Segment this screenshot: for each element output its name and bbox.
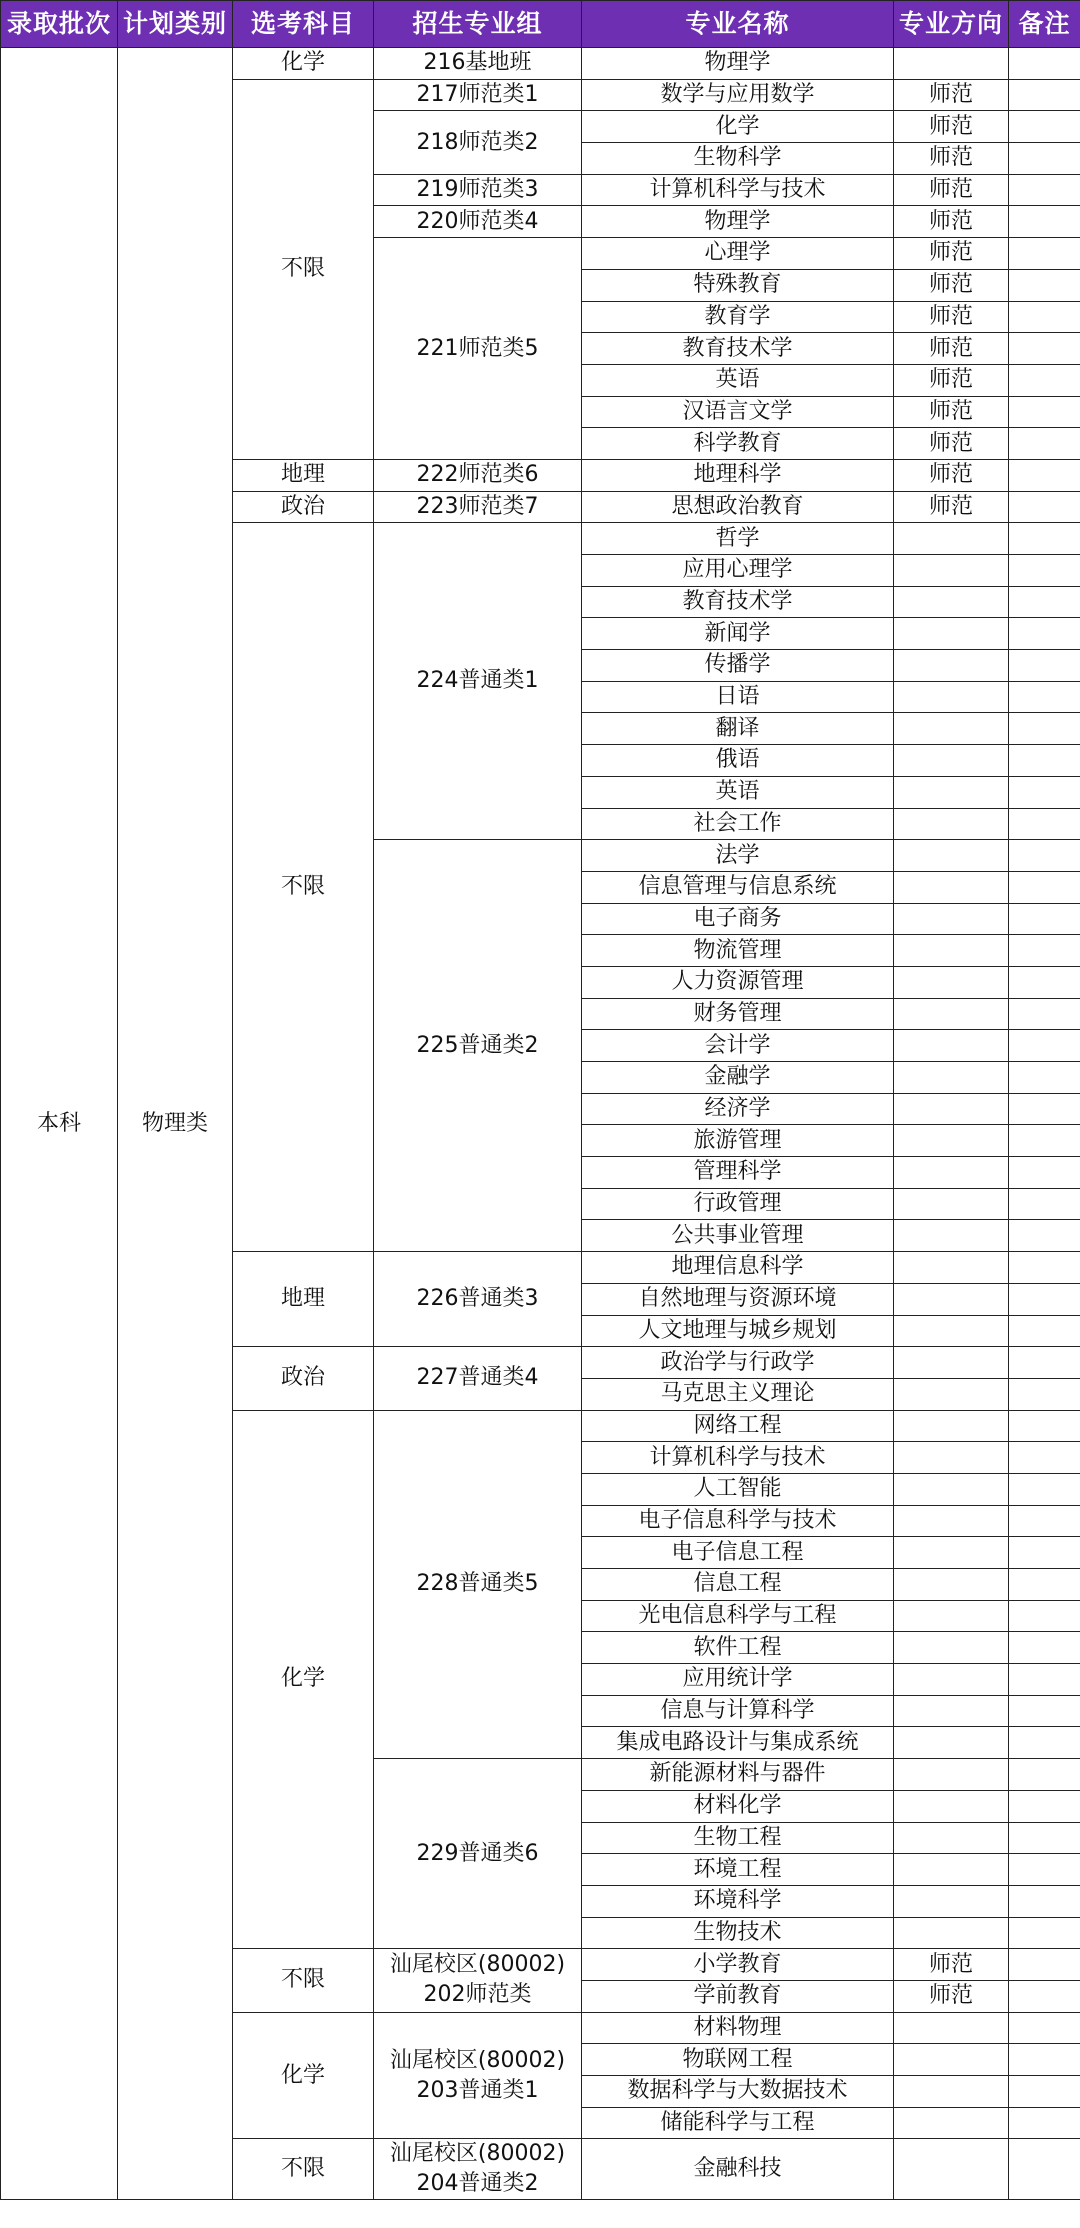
major-direction-cell (894, 1410, 1009, 1442)
elective-subject-cell: 不限 (233, 523, 374, 1252)
major-name-cell: 信息与计算科学 (582, 1695, 894, 1727)
major-name-cell: 物流管理 (582, 935, 894, 967)
major-name-cell: 人力资源管理 (582, 966, 894, 998)
major-name-cell: 计算机科学与技术 (582, 174, 894, 206)
remarks-cell (1009, 1600, 1080, 1632)
major-group-cell: 226普通类3 (374, 1252, 582, 1347)
major-direction-cell (894, 523, 1009, 555)
remarks-cell (1009, 1980, 1080, 2012)
remarks-cell (1009, 935, 1080, 967)
remarks-cell (1009, 1062, 1080, 1094)
major-direction-cell: 师范 (894, 301, 1009, 333)
major-group-cell: 汕尾校区(80002) 203普通类1 (374, 2012, 582, 2139)
remarks-cell (1009, 1378, 1080, 1410)
major-direction-cell: 师范 (894, 459, 1009, 491)
major-direction-cell (894, 650, 1009, 682)
major-name-cell: 传播学 (582, 650, 894, 682)
remarks-cell (1009, 1125, 1080, 1157)
major-group-cell: 222师范类6 (374, 459, 582, 491)
major-direction-cell: 师范 (894, 1980, 1009, 2012)
major-group-cell: 227普通类4 (374, 1347, 582, 1410)
major-group-cell: 汕尾校区(80002) 204普通类2 (374, 2139, 582, 2200)
remarks-cell (1009, 998, 1080, 1030)
major-group-cell: 220师范类4 (374, 206, 582, 238)
major-name-cell: 数据科学与大数据技术 (582, 2076, 894, 2108)
major-group-cell: 汕尾校区(80002) 202师范类 (374, 1949, 582, 2012)
remarks-cell (1009, 681, 1080, 713)
major-name-cell: 小学教育 (582, 1949, 894, 1981)
header-plan-category: 计划类别 (118, 1, 233, 48)
major-direction-cell (894, 1505, 1009, 1537)
remarks-cell (1009, 269, 1080, 301)
major-name-cell: 日语 (582, 681, 894, 713)
header-batch: 录取批次 (1, 1, 118, 48)
remarks-cell (1009, 1188, 1080, 1220)
major-group-cell: 223师范类7 (374, 491, 582, 523)
major-direction-cell: 师范 (894, 238, 1009, 270)
major-direction-cell (894, 1759, 1009, 1791)
major-name-cell: 应用统计学 (582, 1664, 894, 1696)
major-name-cell: 教育技术学 (582, 586, 894, 618)
major-group-cell: 225普通类2 (374, 840, 582, 1252)
remarks-cell (1009, 2012, 1080, 2044)
major-name-cell: 翻译 (582, 713, 894, 745)
major-direction-cell (894, 1125, 1009, 1157)
remarks-cell (1009, 1695, 1080, 1727)
remarks-cell (1009, 1505, 1080, 1537)
major-direction-cell (894, 1664, 1009, 1696)
remarks-cell (1009, 364, 1080, 396)
header-major-name: 专业名称 (582, 1, 894, 48)
major-direction-cell (894, 1790, 1009, 1822)
elective-subject-cell: 化学 (233, 48, 374, 80)
remarks-cell (1009, 143, 1080, 175)
major-direction-cell (894, 1220, 1009, 1252)
major-direction-cell (894, 871, 1009, 903)
major-direction-cell (894, 1062, 1009, 1094)
major-direction-cell (894, 1315, 1009, 1347)
elective-subject-cell: 政治 (233, 491, 374, 523)
remarks-cell (1009, 1727, 1080, 1759)
remarks-cell (1009, 459, 1080, 491)
major-direction-cell (894, 1727, 1009, 1759)
major-name-cell: 信息管理与信息系统 (582, 871, 894, 903)
remarks-cell (1009, 1569, 1080, 1601)
header-major-direction: 专业方向 (894, 1, 1009, 48)
major-name-cell: 应用心理学 (582, 555, 894, 587)
major-name-cell: 信息工程 (582, 1569, 894, 1601)
major-group-cell: 224普通类1 (374, 523, 582, 840)
major-name-cell: 旅游管理 (582, 1125, 894, 1157)
remarks-cell (1009, 491, 1080, 523)
header-row (1, 1, 1080, 48)
major-name-cell: 汉语言文学 (582, 396, 894, 428)
major-direction-cell: 师范 (894, 174, 1009, 206)
major-name-cell: 化学 (582, 111, 894, 143)
major-direction-cell: 师范 (894, 364, 1009, 396)
remarks-cell (1009, 1030, 1080, 1062)
major-name-cell: 电子信息科学与技术 (582, 1505, 894, 1537)
major-direction-cell: 师范 (894, 79, 1009, 111)
major-name-cell: 生物技术 (582, 1917, 894, 1949)
major-name-cell: 自然地理与资源环境 (582, 1283, 894, 1315)
remarks-cell (1009, 206, 1080, 238)
remarks-cell (1009, 1252, 1080, 1284)
major-name-cell: 地理科学 (582, 459, 894, 491)
elective-subject-cell: 地理 (233, 459, 374, 491)
major-direction-cell (894, 1157, 1009, 1189)
major-direction-cell (894, 1442, 1009, 1474)
major-name-cell: 金融学 (582, 1062, 894, 1094)
major-direction-cell (894, 1283, 1009, 1315)
major-name-cell: 科学教育 (582, 428, 894, 460)
major-direction-cell (894, 935, 1009, 967)
remarks-cell (1009, 586, 1080, 618)
major-name-cell: 管理科学 (582, 1157, 894, 1189)
major-group-cell: 216基地班 (374, 48, 582, 80)
major-name-cell: 思想政治教育 (582, 491, 894, 523)
major-name-cell: 行政管理 (582, 1188, 894, 1220)
major-direction-cell (894, 1854, 1009, 1886)
major-name-cell: 会计学 (582, 1030, 894, 1062)
major-direction-cell (894, 2139, 1009, 2200)
major-group-cell: 219师范类3 (374, 174, 582, 206)
major-name-cell: 政治学与行政学 (582, 1347, 894, 1379)
header-remarks: 备注 (1009, 1, 1080, 48)
major-direction-cell: 师范 (894, 206, 1009, 238)
remarks-cell (1009, 1157, 1080, 1189)
major-direction-cell (894, 586, 1009, 618)
major-direction-cell (894, 745, 1009, 777)
major-name-cell: 教育技术学 (582, 333, 894, 365)
major-direction-cell (894, 1188, 1009, 1220)
elective-subject-cell: 地理 (233, 1252, 374, 1347)
major-name-cell: 环境科学 (582, 1885, 894, 1917)
remarks-cell (1009, 48, 1080, 80)
remarks-cell (1009, 618, 1080, 650)
major-name-cell: 计算机科学与技术 (582, 1442, 894, 1474)
major-name-cell: 社会工作 (582, 808, 894, 840)
major-name-cell: 特殊教育 (582, 269, 894, 301)
major-name-cell: 英语 (582, 364, 894, 396)
major-name-cell: 学前教育 (582, 1980, 894, 2012)
remarks-cell (1009, 1664, 1080, 1696)
remarks-cell (1009, 871, 1080, 903)
remarks-cell (1009, 238, 1080, 270)
major-direction-cell (894, 808, 1009, 840)
major-direction-cell: 师范 (894, 269, 1009, 301)
major-direction-cell (894, 618, 1009, 650)
major-name-cell: 生物科学 (582, 143, 894, 175)
remarks-cell (1009, 523, 1080, 555)
remarks-cell (1009, 713, 1080, 745)
table-body (1, 48, 1080, 2200)
remarks-cell (1009, 1473, 1080, 1505)
major-direction-cell (894, 903, 1009, 935)
remarks-cell (1009, 1917, 1080, 1949)
header-elective-subject: 选考科目 (233, 1, 374, 48)
remarks-cell (1009, 1537, 1080, 1569)
major-name-cell: 环境工程 (582, 1854, 894, 1886)
remarks-cell (1009, 2076, 1080, 2108)
remarks-cell (1009, 174, 1080, 206)
major-name-cell: 金融科技 (582, 2139, 894, 2200)
remarks-cell (1009, 79, 1080, 111)
remarks-cell (1009, 1410, 1080, 1442)
major-direction-cell: 师范 (894, 333, 1009, 365)
remarks-cell (1009, 1347, 1080, 1379)
major-direction-cell: 师范 (894, 111, 1009, 143)
elective-subject-cell: 政治 (233, 1347, 374, 1410)
remarks-cell (1009, 301, 1080, 333)
major-direction-cell (894, 1885, 1009, 1917)
major-name-cell: 储能科学与工程 (582, 2107, 894, 2139)
remarks-cell (1009, 2044, 1080, 2076)
major-group-cell: 221师范类5 (374, 238, 582, 460)
remarks-cell (1009, 2139, 1080, 2200)
major-name-cell: 心理学 (582, 238, 894, 270)
remarks-cell (1009, 2107, 1080, 2139)
major-direction-cell (894, 1347, 1009, 1379)
major-direction-cell (894, 2012, 1009, 2044)
remarks-cell (1009, 745, 1080, 777)
major-direction-cell (894, 776, 1009, 808)
major-name-cell: 材料物理 (582, 2012, 894, 2044)
major-name-cell: 生物工程 (582, 1822, 894, 1854)
major-direction-cell (894, 1695, 1009, 1727)
major-name-cell: 物联网工程 (582, 2044, 894, 2076)
major-direction-cell: 师范 (894, 1949, 1009, 1981)
major-group-cell: 228普通类5 (374, 1410, 582, 1759)
remarks-cell (1009, 1759, 1080, 1791)
remarks-cell (1009, 1790, 1080, 1822)
remarks-cell (1009, 650, 1080, 682)
major-group-cell: 217师范类1 (374, 79, 582, 111)
major-name-cell: 集成电路设计与集成系统 (582, 1727, 894, 1759)
major-direction-cell (894, 555, 1009, 587)
major-name-cell: 电子商务 (582, 903, 894, 935)
elective-subject-cell: 化学 (233, 1410, 374, 1949)
major-name-cell: 马克思主义理论 (582, 1378, 894, 1410)
batch-cell: 本科 (1, 48, 118, 2200)
major-direction-cell (894, 1252, 1009, 1284)
major-direction-cell (894, 1917, 1009, 1949)
major-name-cell: 英语 (582, 776, 894, 808)
major-direction-cell: 师范 (894, 143, 1009, 175)
major-group-cell: 218师范类2 (374, 111, 582, 174)
major-name-cell: 人文地理与城乡规划 (582, 1315, 894, 1347)
major-direction-cell (894, 2044, 1009, 2076)
major-direction-cell (894, 1632, 1009, 1664)
remarks-cell (1009, 840, 1080, 872)
elective-subject-cell: 化学 (233, 2012, 374, 2139)
remarks-cell (1009, 1093, 1080, 1125)
remarks-cell (1009, 1854, 1080, 1886)
major-name-cell: 新能源材料与器件 (582, 1759, 894, 1791)
major-direction-cell (894, 1569, 1009, 1601)
header-major-group: 招生专业组 (374, 1, 582, 48)
major-direction-cell: 师范 (894, 428, 1009, 460)
remarks-cell (1009, 966, 1080, 998)
major-name-cell: 数学与应用数学 (582, 79, 894, 111)
remarks-cell (1009, 1822, 1080, 1854)
remarks-cell (1009, 1442, 1080, 1474)
major-direction-cell (894, 681, 1009, 713)
remarks-cell (1009, 555, 1080, 587)
plan-category-cell: 物理类 (118, 48, 233, 2200)
major-name-cell: 法学 (582, 840, 894, 872)
major-name-cell: 网络工程 (582, 1410, 894, 1442)
remarks-cell (1009, 1220, 1080, 1252)
major-name-cell: 电子信息工程 (582, 1537, 894, 1569)
remarks-cell (1009, 333, 1080, 365)
major-direction-cell: 师范 (894, 396, 1009, 428)
major-direction-cell (894, 1378, 1009, 1410)
major-name-cell: 哲学 (582, 523, 894, 555)
major-name-cell: 经济学 (582, 1093, 894, 1125)
major-direction-cell (894, 1473, 1009, 1505)
major-name-cell: 软件工程 (582, 1632, 894, 1664)
remarks-cell (1009, 903, 1080, 935)
major-direction-cell (894, 1537, 1009, 1569)
major-direction-cell (894, 1822, 1009, 1854)
elective-subject-cell: 不限 (233, 79, 374, 459)
major-name-cell: 光电信息科学与工程 (582, 1600, 894, 1632)
elective-subject-cell: 不限 (233, 2139, 374, 2200)
major-direction-cell (894, 998, 1009, 1030)
major-direction-cell (894, 840, 1009, 872)
major-direction-cell (894, 2076, 1009, 2108)
major-direction-cell (894, 966, 1009, 998)
major-direction-cell: 师范 (894, 491, 1009, 523)
major-name-cell: 地理信息科学 (582, 1252, 894, 1284)
remarks-cell (1009, 111, 1080, 143)
major-direction-cell (894, 1030, 1009, 1062)
elective-subject-cell: 不限 (233, 1949, 374, 2012)
remarks-cell (1009, 1632, 1080, 1664)
major-direction-cell (894, 713, 1009, 745)
remarks-cell (1009, 808, 1080, 840)
remarks-cell (1009, 396, 1080, 428)
remarks-cell (1009, 1885, 1080, 1917)
major-name-cell: 人工智能 (582, 1473, 894, 1505)
major-direction-cell (894, 1093, 1009, 1125)
remarks-cell (1009, 428, 1080, 460)
major-direction-cell (894, 2107, 1009, 2139)
major-direction-cell (894, 1600, 1009, 1632)
remarks-cell (1009, 1315, 1080, 1347)
major-name-cell: 新闻学 (582, 618, 894, 650)
major-name-cell: 财务管理 (582, 998, 894, 1030)
major-name-cell: 教育学 (582, 301, 894, 333)
major-name-cell: 物理学 (582, 48, 894, 80)
major-direction-cell (894, 48, 1009, 80)
major-name-cell: 俄语 (582, 745, 894, 777)
remarks-cell (1009, 1283, 1080, 1315)
remarks-cell (1009, 1949, 1080, 1981)
major-name-cell: 物理学 (582, 206, 894, 238)
table-row (1, 48, 1080, 80)
major-name-cell: 材料化学 (582, 1790, 894, 1822)
major-group-cell: 229普通类6 (374, 1759, 582, 1949)
remarks-cell (1009, 776, 1080, 808)
major-name-cell: 公共事业管理 (582, 1220, 894, 1252)
